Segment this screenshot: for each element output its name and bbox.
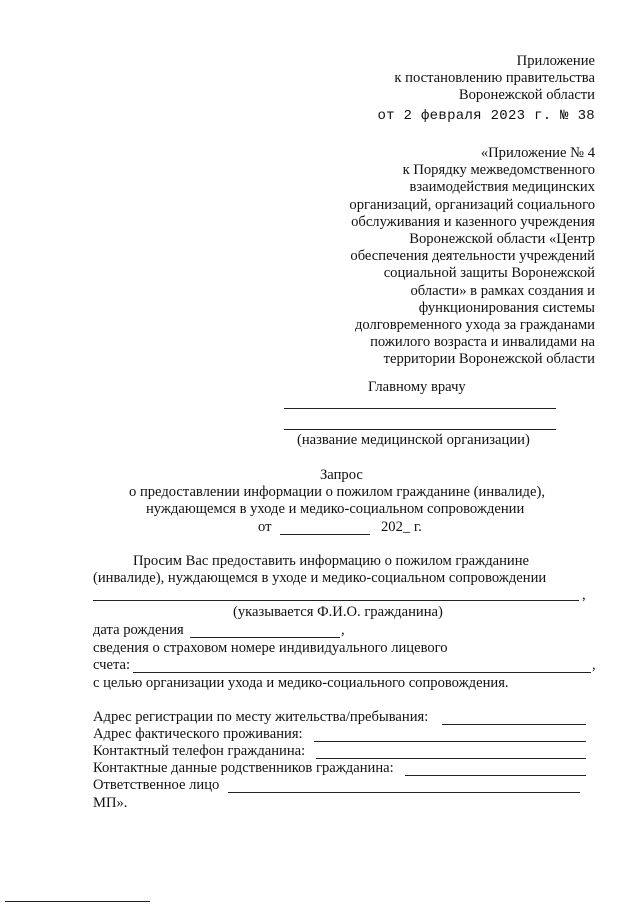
appendix-line: взаимодействия медицинских: [409, 179, 595, 196]
appendix-line: обеспечения деятельности учреждений: [350, 248, 595, 265]
reg-address-label: Адрес регистрации по месту жительства/пребывания:: [93, 709, 429, 725]
snils-label-1: сведения о страховом номере индивидуального лицевого: [93, 640, 448, 656]
appendix-line: к Порядку межведомственного: [402, 162, 595, 179]
responsible-line: [228, 792, 580, 793]
actual-address-line: [314, 741, 586, 742]
birth-date-comma: ,: [341, 622, 345, 638]
request-date-prefix: от: [258, 519, 272, 535]
request-subtitle-2: нуждающемся в уходе и медико-социальном сопровождении: [146, 501, 525, 517]
header-line-2: к постановлению правительства: [394, 70, 595, 86]
phone-line: [316, 758, 586, 759]
appendix-line: долговременного ухода за гражданами: [354, 317, 595, 334]
footnote-separator: [5, 901, 150, 902]
citizen-name-line: [93, 600, 579, 601]
request-date-year: 202_ г.: [381, 519, 422, 535]
request-subtitle-1: о предоставлении информации о пожилом гражданине (инвалиде),: [129, 484, 545, 500]
snils-comma: ,: [592, 657, 596, 673]
snils-line: [133, 672, 591, 673]
relatives-label: Контактные данные родственников гражданина:: [93, 760, 394, 776]
body-para-1: Просим Вас предоставить информацию о пожилом гражданине: [133, 553, 530, 569]
addressee-title: Главному врачу: [368, 379, 466, 395]
org-caption: (название медицинской организации): [297, 432, 530, 448]
addressee-line-2: [284, 429, 556, 430]
request-title: Запрос: [320, 467, 363, 483]
stamp-label: МП».: [93, 795, 128, 811]
purpose-text: с целью организации ухода и медико-социального сопровождения.: [93, 675, 509, 691]
appendix-line: социальной защиты Воронежской: [383, 265, 595, 282]
appendix-line: функционирования системы: [418, 299, 595, 316]
appendix-line: «Приложение № 4: [480, 145, 595, 161]
appendix-line: области» в рамках создания и: [410, 282, 595, 299]
addressee-line-1: [284, 408, 556, 409]
appendix-block: [295, 145, 595, 369]
body-para-2: (инвалиде), нуждающемся в уходе и медико-социальном сопровождении: [93, 570, 547, 586]
header-line-3: Воронежской области: [458, 87, 595, 103]
header-line-1: Приложение: [516, 53, 595, 69]
appendix-line: территории Воронежской области: [383, 351, 595, 368]
responsible-label: Ответственное лицо: [93, 777, 220, 793]
citizen-name-caption: (указывается Ф.И.О. гражданина): [233, 604, 443, 620]
snils-label-2: счета:: [93, 657, 131, 673]
appendix-line: Воронежской области «Центр: [409, 231, 595, 248]
reg-address-line: [442, 724, 586, 725]
phone-label: Контактный телефон гражданина:: [93, 743, 306, 759]
request-date-line: [280, 534, 370, 535]
header-date-line: от 2 февраля 2023 г. № 38: [377, 108, 595, 124]
appendix-line: организаций, организаций социального: [349, 196, 595, 213]
citizen-name-comma: ,: [582, 587, 586, 603]
birth-date-label: дата рождения: [93, 622, 184, 638]
appendix-line: обслуживания и казенного учреждения: [351, 213, 595, 230]
relatives-line: [405, 775, 586, 776]
actual-address-label: Адрес фактического проживания:: [93, 726, 303, 742]
appendix-line: пожилого возраста и инвалидами на: [370, 334, 595, 351]
birth-date-line: [190, 637, 340, 638]
